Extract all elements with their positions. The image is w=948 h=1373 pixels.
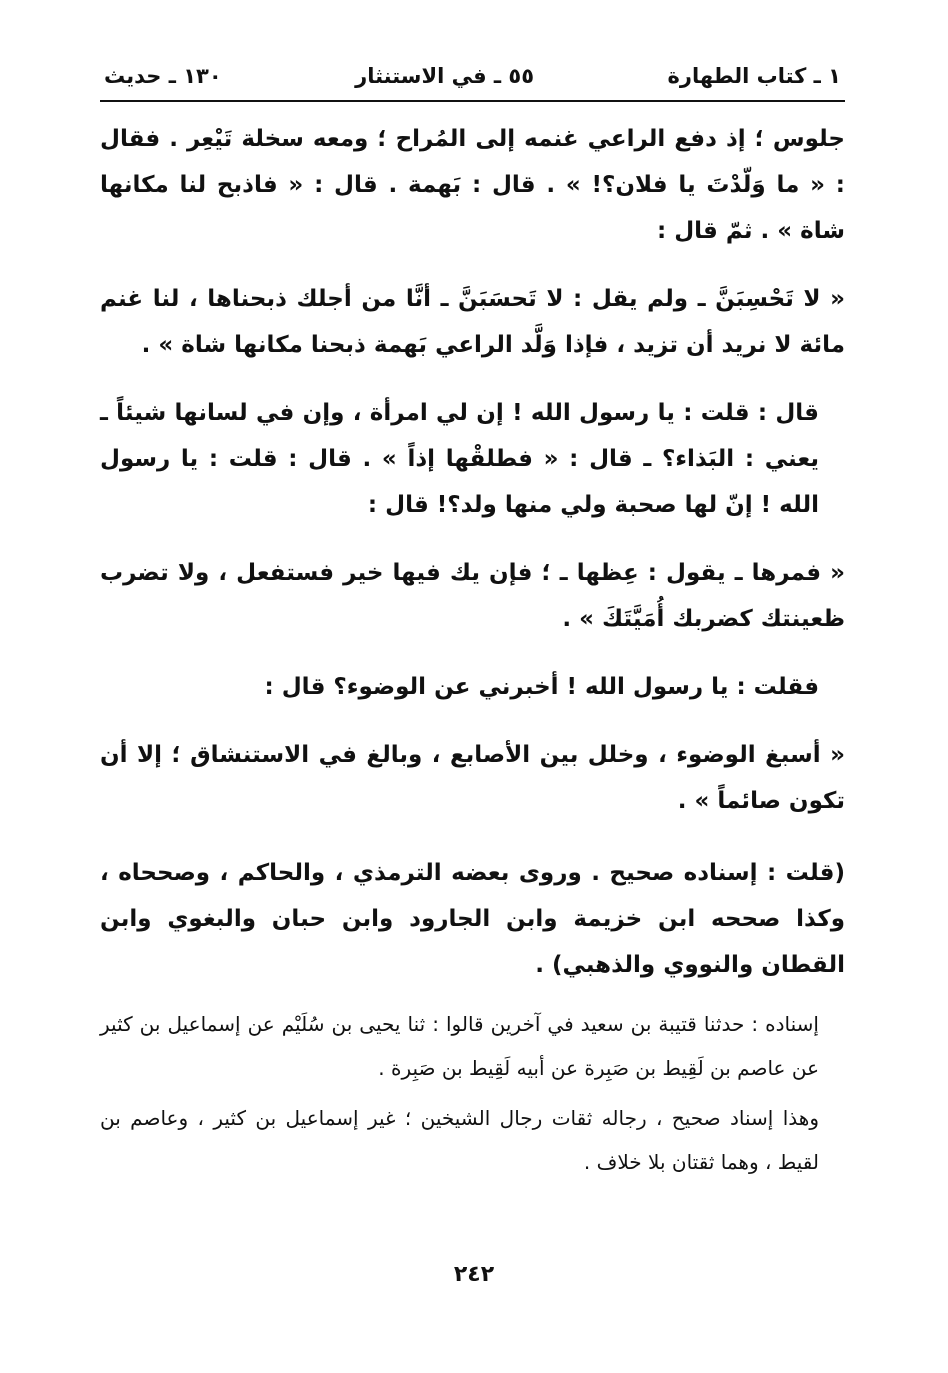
header-chapter-title: ٥٥ ـ في الاستنثار <box>355 64 535 88</box>
paragraph-4: « فمرها ـ يقول : عِظها ـ ؛ فإن يك فيها خير فستفعل ، ولا تضرب ظعينتك كضربك أُمَيَّتَكَ » . <box>100 560 845 632</box>
page <box>100 58 845 1184</box>
isnad-paragraph: إسناده : حدثنا قتيبة بن سعيد في آخرين قالوا : ثنا يحيى بن سُلَيْم عن إسماعيل بن كثير عن عاصم بن لَقِيط بن صَبِرة عن أبيه لَقِيط بن صَبِرة . <box>100 1012 819 1080</box>
paragraph-6: « أسبغ الوضوء ، وخلل بين الأصابع ، وبالغ في الاستنشاق ؛ إلا أن تكون صائماً » . <box>100 742 845 814</box>
paragraph-3: قال : قلت : يا رسول الله ! إن لي امرأة ، وإن في لسانها شيئاً ـ يعني : البَذاء؟ ـ قال : « فطلقْها إذاً » . قال : قلت : يا رسول الله ! إنّ لها صحبة ولي منها ولد؟! قال : <box>100 400 819 518</box>
header-book-title: ١ ـ كتاب الطهارة <box>667 64 841 88</box>
header-rule <box>100 100 845 102</box>
verdict-note: (قلت : إسناده صحيح . وروى بعضه الترمذي ، والحاكم ، وصححاه ، وكذا صححه ابن خزيمة وابن الجارود وابن حبان والبغوي وابن القطان والنووي والذهبي) . <box>100 860 845 978</box>
paragraph-1: جلوس ؛ إذ دفع الراعي غنمه إلى المُراح ؛ ومعه سخلة تَيْعِر . فقال : « ما وَلّدْتَ يا فلان؟! » . قال : بَهمة . قال : « فاذبح لنا مكانها شاة » . ثمّ قال : <box>100 126 845 244</box>
page-number: ٢٤٢ <box>453 1262 495 1287</box>
isnad-assessment: وهذا إسناد صحيح ، رجاله ثقات رجال الشيخين ؛ غير إسماعيل بن كثير ، وعاصم بن لقيط ، وهما ثقتان بلا خلاف . <box>100 1106 819 1174</box>
paragraph-5: فقلت : يا رسول الله ! أخبرني عن الوضوء؟ قال : <box>264 674 819 700</box>
running-header <box>100 58 845 94</box>
header-hadith-number: ١٣٠ ـ حديث <box>104 64 222 88</box>
page-body <box>100 116 845 1184</box>
paragraph-2: « لا تَحْسِبَنَّ ـ ولم يقل : لا تَحسَبَنَّ ـ أنَّا من أجلك ذبحناها ، لنا غنم مائة لا نريد أن تزيد ، فإذا وَلَّد الراعي بَهمة ذبحنا مكانها شاة » . <box>100 286 845 358</box>
